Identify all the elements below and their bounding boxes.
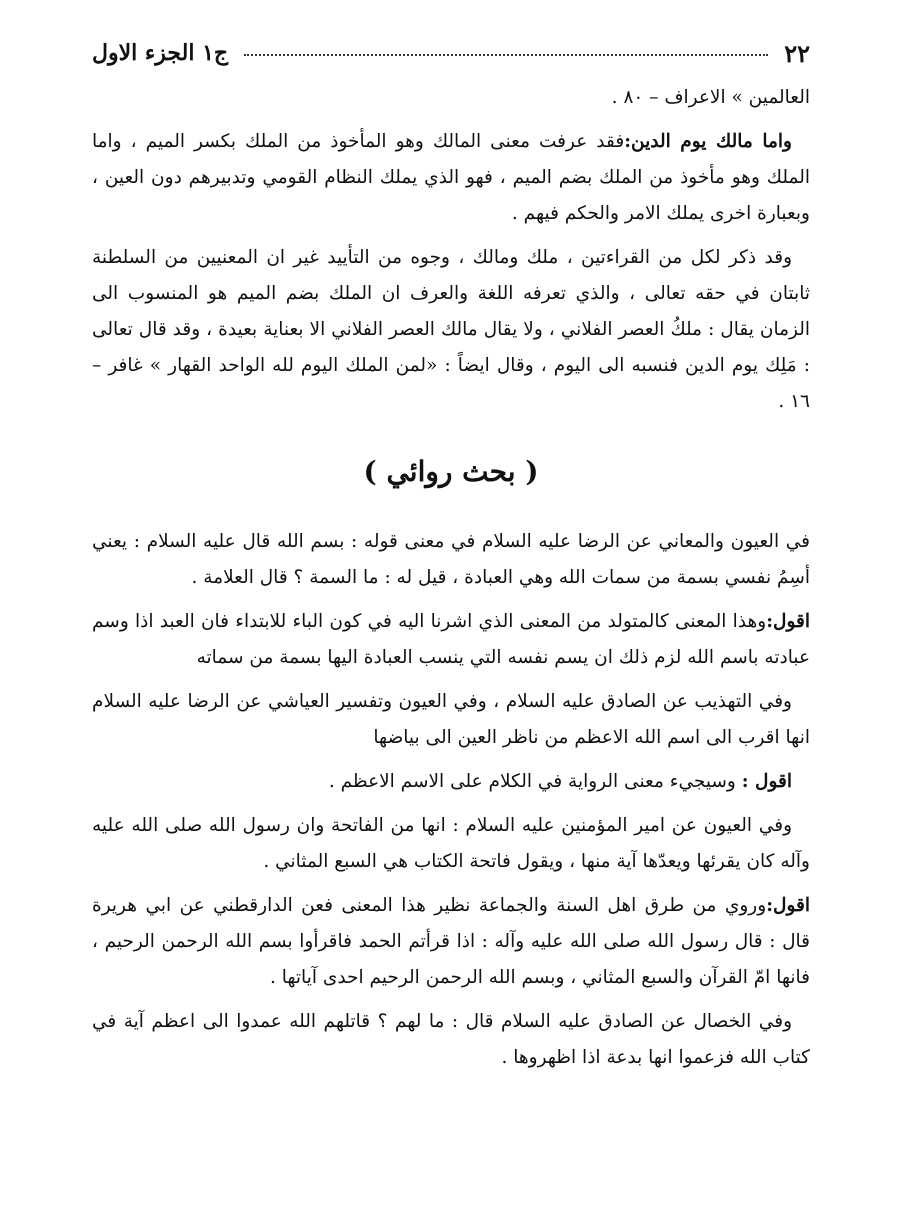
paragraph-10: وفي الخصال عن الصادق عليه السلام قال : ما لهم ؟ قاتلهم الله عمدوا الى اعظم آية في كتاب الله فزعموا انها بدعة اذا اظهروها . [92, 1011, 810, 1068]
paragraph-9-text: وروي من طرق اهل السنة والجماعة نظير هذا المعنى فعن الدارقطني عن ابي هريرة قال : قال رسول الله صلى الله عليه وآله : اذا قرأتم الحمد فاقرأوا بسم الله الرحمن الرحيم ، فانها امّ القرآن والسبع المثاني ، وبسم الله الرحمن الرحيم احدى آياتها . [92, 895, 810, 988]
paragraph-3: وقد ذكر لكل من القراءتين ، ملك ومالك ، وجوه من التأييد غير ان المعنيين من السلطنة ثابتان في حقه تعالى ، والذي تعرفه اللغة والعرف ان الملك بضم الميم هو المنسوب الى الزمان يقال : ملكُ العصر الفلاني ، ولا يقال مالك العصر الفلاني الا بعناية بعيدة ، وقد قال تعالى : مَلِك يوم الدين فنسبه الى اليوم ، وقال ايضاً : «لمن الملك اليوم لله الواحد القهار » غافر – ١٦ . [92, 247, 810, 412]
section-title: ( بحث روائي ) [363, 455, 539, 488]
paragraph-8: وفي العيون عن امير المؤمنين عليه السلام : انها من الفاتحة وان رسول الله صلى الله عليه وآله كان يقرئها ويعدّها آية منها ، ويقول فاتحة الكتاب هي السبع المثاني . [92, 815, 810, 872]
paragraph-2 [92, 124, 810, 232]
running-head: ج١ الجزء الاول [92, 40, 229, 66]
page-number: ٢٢ [784, 38, 810, 68]
paragraph-2-text: فقد عرفت معنى المالك وهو المأخوذ من الملك بكسر الميم ، واما الملك وهو مأخوذ من الملك بضم الميم ، فهو الذي يملك النظام القومي وتدبيرهم دون العين ، وبعبارة اخرى يملك الامر والحكم فيهم . [92, 131, 810, 224]
paragraph-5-text: وهذا المعنى كالمتولد من المعنى الذي اشرنا اليه في كون الباء للابتداء فان العبد اذا وسم عبادته باسم الله لزم ذلك ان يسم نفسه التي ينسب العبادة اليها بسمة من سماته [92, 611, 810, 668]
paragraph-7 [92, 764, 810, 800]
paragraph-1: العالمين » الاعراف – ٨٠ . [611, 87, 810, 108]
page-header [92, 36, 810, 70]
header-dotted-rule [244, 54, 768, 56]
paragraph-7-lead: اقول : [741, 771, 792, 792]
paragraph-9 [92, 888, 810, 996]
paragraph-9-lead: اقول: [766, 895, 810, 916]
paragraph-4: في العيون والمعاني عن الرضا عليه السلام في معنى قوله : بسم الله قال عليه السلام : يعني أسِمُ نفسي بسمة من سمات الله وهي العبادة ، قيل له : ما السمة ؟ قال العلامة . [92, 531, 810, 588]
paragraph-5-lead: اقول: [766, 611, 810, 632]
paragraph-7-text: وسيجيء معنى الرواية في الكلام على الاسم الاعظم . [328, 771, 742, 792]
document-body [92, 80, 810, 1084]
paragraph-5 [92, 604, 810, 676]
paragraph-2-lead: واما مالك يوم الدين: [624, 131, 792, 152]
paragraph-6: وفي التهذيب عن الصادق عليه السلام ، وفي العيون وتفسير العياشي عن الرضا عليه السلام انها اقرب الى اسم الله الاعظم من ناظر العين الى بياضها [92, 691, 810, 748]
